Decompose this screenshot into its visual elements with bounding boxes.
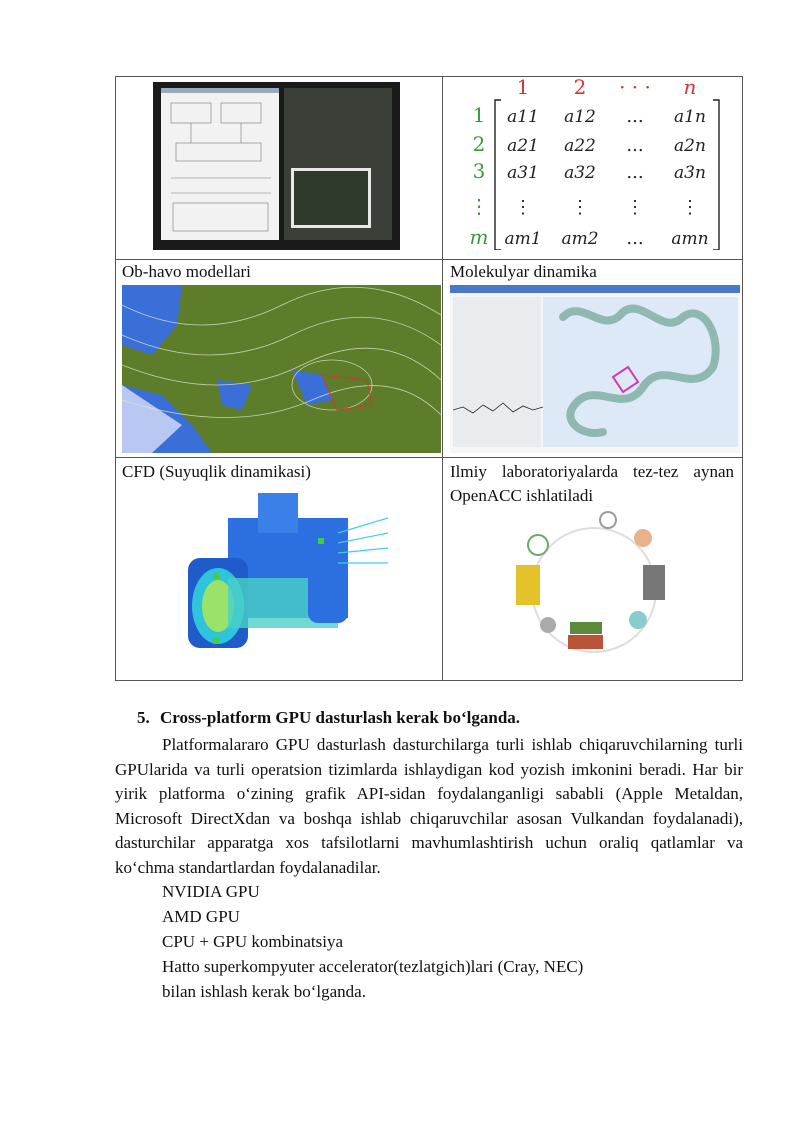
matrix-cell: amn <box>671 229 709 249</box>
matrix-cell: ⋮ <box>571 197 589 218</box>
matrix-cell: am1 <box>504 229 542 249</box>
list-item: AMD GPU <box>162 907 240 926</box>
matrix-cell: ⋮ <box>514 197 532 218</box>
matrix-cell: ... <box>626 162 644 183</box>
body-paragraph-container <box>115 733 743 880</box>
matrix-cell: a22 <box>564 136 596 156</box>
matrix-figure <box>455 78 725 250</box>
caption-molecular: Molekulyar dinamika <box>450 262 597 281</box>
matrix-cell: a2n <box>674 136 706 156</box>
matrix-bracket <box>495 100 501 250</box>
molecular-dynamics-screenshot <box>450 285 740 453</box>
gpu-software-screenshot <box>153 82 400 250</box>
matrix-cell: ... <box>626 106 644 127</box>
list-item: NVIDIA GPU <box>162 882 260 901</box>
list-item: bilan ishlash kerak bo‘lganda. <box>162 982 366 1001</box>
matrix-cell: ... <box>626 135 644 156</box>
matrix-row-label: ⋮ <box>469 194 489 218</box>
caption-lab: Ilmiy laboratoriyalarda tez-tez aynan OpenACC ishlatiladi <box>450 462 734 505</box>
weather-map-image <box>122 285 441 453</box>
matrix-cell: a1n <box>674 107 706 127</box>
matrix-cell: am2 <box>561 229 599 249</box>
caption-cfd: CFD (Suyuqlik dinamikasi) <box>122 462 311 481</box>
matrix-column-label: 2 <box>573 78 587 99</box>
matrix-cell: a32 <box>564 163 596 183</box>
matrix-cell: ... <box>626 228 644 249</box>
matrix-cell: a31 <box>507 163 539 183</box>
list-item: CPU + GPU kombinatsiya <box>162 932 344 951</box>
matrix-cell: a12 <box>564 107 596 127</box>
section-heading <box>137 708 520 728</box>
matrix-cell: a3n <box>674 163 706 183</box>
section-number: 5. <box>137 708 150 727</box>
matrix-row-label: 3 <box>472 159 486 183</box>
matrix-cell: a21 <box>507 136 539 156</box>
matrix-column-label: n <box>683 78 697 99</box>
laboratory-icons-circle <box>508 510 680 670</box>
matrix-cell: ⋮ <box>626 197 644 218</box>
table-divider <box>442 76 443 681</box>
list-item: Hatto superkompyuter accelerator(tezlatgich)lari (Cray, NEC) <box>162 957 584 976</box>
matrix-bracket <box>713 100 719 250</box>
matrix-row-label: 1 <box>472 103 486 127</box>
matrix-cell: ⋮ <box>681 197 699 218</box>
matrix-cell: a11 <box>507 107 539 127</box>
body-paragraph: Platformalararo GPU dasturlash dasturchilarga turli ishlab chiqaruvchilarning turli GPUlarida va turli operatsion tizimlarda ishlaydigan kod yozish imkonini beradi. Har bir yirik platforma o‘zining grafik API-sidan foydalanganligi sababli (Apple Metaldan, Microsoft DirectXdan va boshqa ishlab chiqaruvchilar asosan Vulkandan foydalanadi), dasturchilar apparatga xos tafsilotlarni mavhumlashtirish uchun oraliq qatlamlar va ko‘chma standartlardan foydalanadilar. <box>115 735 743 877</box>
matrix-column-label: · · · <box>619 78 651 99</box>
matrix-row-label: m <box>469 225 489 249</box>
matrix-column-label: 1 <box>516 78 530 99</box>
caption-weather: Ob-havo modellari <box>122 262 251 281</box>
section-title: Cross-platform GPU dasturlash kerak bo‘lganda. <box>160 708 521 727</box>
matrix-row-label: 2 <box>472 132 486 156</box>
table-row-divider <box>115 457 743 458</box>
cfd-valve-render <box>168 488 393 668</box>
